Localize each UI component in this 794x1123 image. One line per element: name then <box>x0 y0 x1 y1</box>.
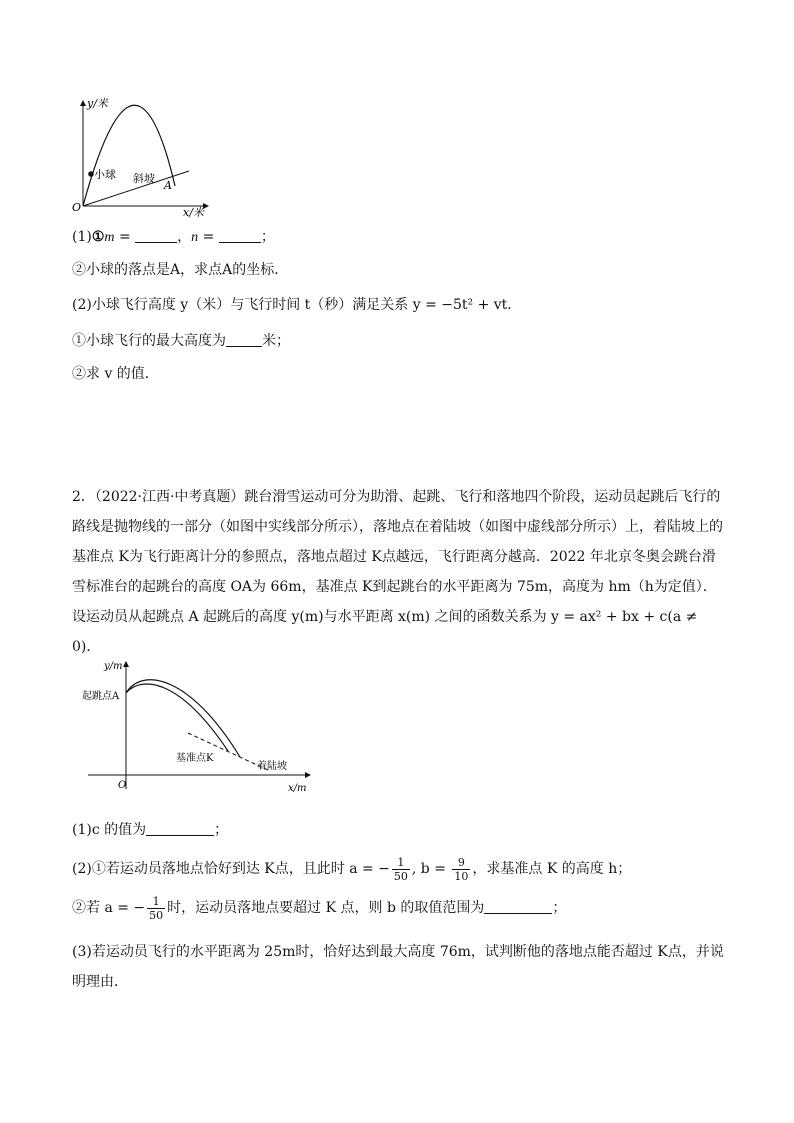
x-axis-label: x/米 <box>183 206 204 219</box>
answer-blank-m[interactable] <box>135 228 177 243</box>
p1-q2: (2)小球飞行高度 y（米）与飞行时间 t（秒）满足关系 y = −5t² + vt． <box>72 297 522 313</box>
landing-slope-label: 着陆坡 <box>257 761 287 772</box>
p2-q2-2: ②若 a = − $\frac{1}{50}$ 时，运动员落地点要超过 K 点，则 b 的取值范围为 ； <box>72 894 567 922</box>
figure-ball-trajectory <box>60 95 230 223</box>
point-a-label: A <box>164 179 172 192</box>
origin-label: O <box>118 780 127 791</box>
answer-blank-b-range[interactable] <box>484 899 552 914</box>
fraction-a: $\frac{1}{50}$ <box>393 855 408 883</box>
p2-q1: (1)c 的值为 ； <box>72 822 229 838</box>
k-point-label: 基准点K <box>176 753 214 764</box>
circle-number: ① <box>91 229 105 245</box>
p1-q2-2: ②求 v 的值． <box>72 366 159 382</box>
x-axis-label: x/m <box>288 783 307 794</box>
answer-blank-max-height[interactable] <box>226 332 262 347</box>
p1-q1-1: (1)①m = ，n = ； <box>72 229 275 245</box>
ball-dot <box>88 171 94 177</box>
p1-q2-1: ①小球飞行的最大高度为 米； <box>72 333 290 349</box>
p2-q2-1: (2)①若运动员落地点恰好到达 K点，且此时 a = − $\frac{1}{50}$ , b = $\frac{9}{10}$ ，求基准点 K 的高度 h； <box>72 855 632 883</box>
trajectory-inner <box>126 684 228 751</box>
slope-label: 斜坡 <box>133 172 155 185</box>
y-axis-label: y/米 <box>87 97 108 110</box>
figure-ski-jump <box>80 657 320 797</box>
origin-label: O <box>72 201 82 214</box>
answer-blank-c[interactable] <box>146 821 214 836</box>
fraction-b: $\frac{9}{10}$ <box>454 855 469 883</box>
p1-q1-2: ②小球的落点是A，求点A的坐标． <box>72 262 289 278</box>
p2-q3: (3)若运动员飞行的水平距离为 25m时，恰好达到最大高度 76m，试判断他的落地点能否超过 K点，并说明理由． <box>72 944 724 990</box>
answer-blank-n[interactable] <box>219 228 261 243</box>
start-point-label: 起跳点A <box>82 691 120 702</box>
fraction-a2: $\frac{1}{50}$ <box>149 894 164 922</box>
p2-intro: 2．（2022·江西·中考真题）跳台滑雪运动可分为助滑、起跳、飞行和落地四个阶段，运动员起跳后飞行的路线是抛物线的一部分（如图中实线部分所示），落地点在着陆坡（如图中虚线部分所示）上，着陆坡上的基准点 K为飞行距离计分的参照点，落地点超过 K点越远，飞行距离分越高．2022 年北京冬奥会跳台滑雪标准台的起跳台的高度 OA为 66m，基准点 K到起跳台的水平距离为 75m，高度为 hm（h为定值）．设运动员从起跳点 A 起跳后的高度 y(m)与水平距离 x(m) 之间的函数关系为 y = ax² + bx + c(a ≠ 0)． <box>72 489 723 655</box>
ball-label: 小球 <box>94 168 116 181</box>
trajectory-outer <box>126 680 240 757</box>
y-axis-label: y/m <box>104 661 123 672</box>
